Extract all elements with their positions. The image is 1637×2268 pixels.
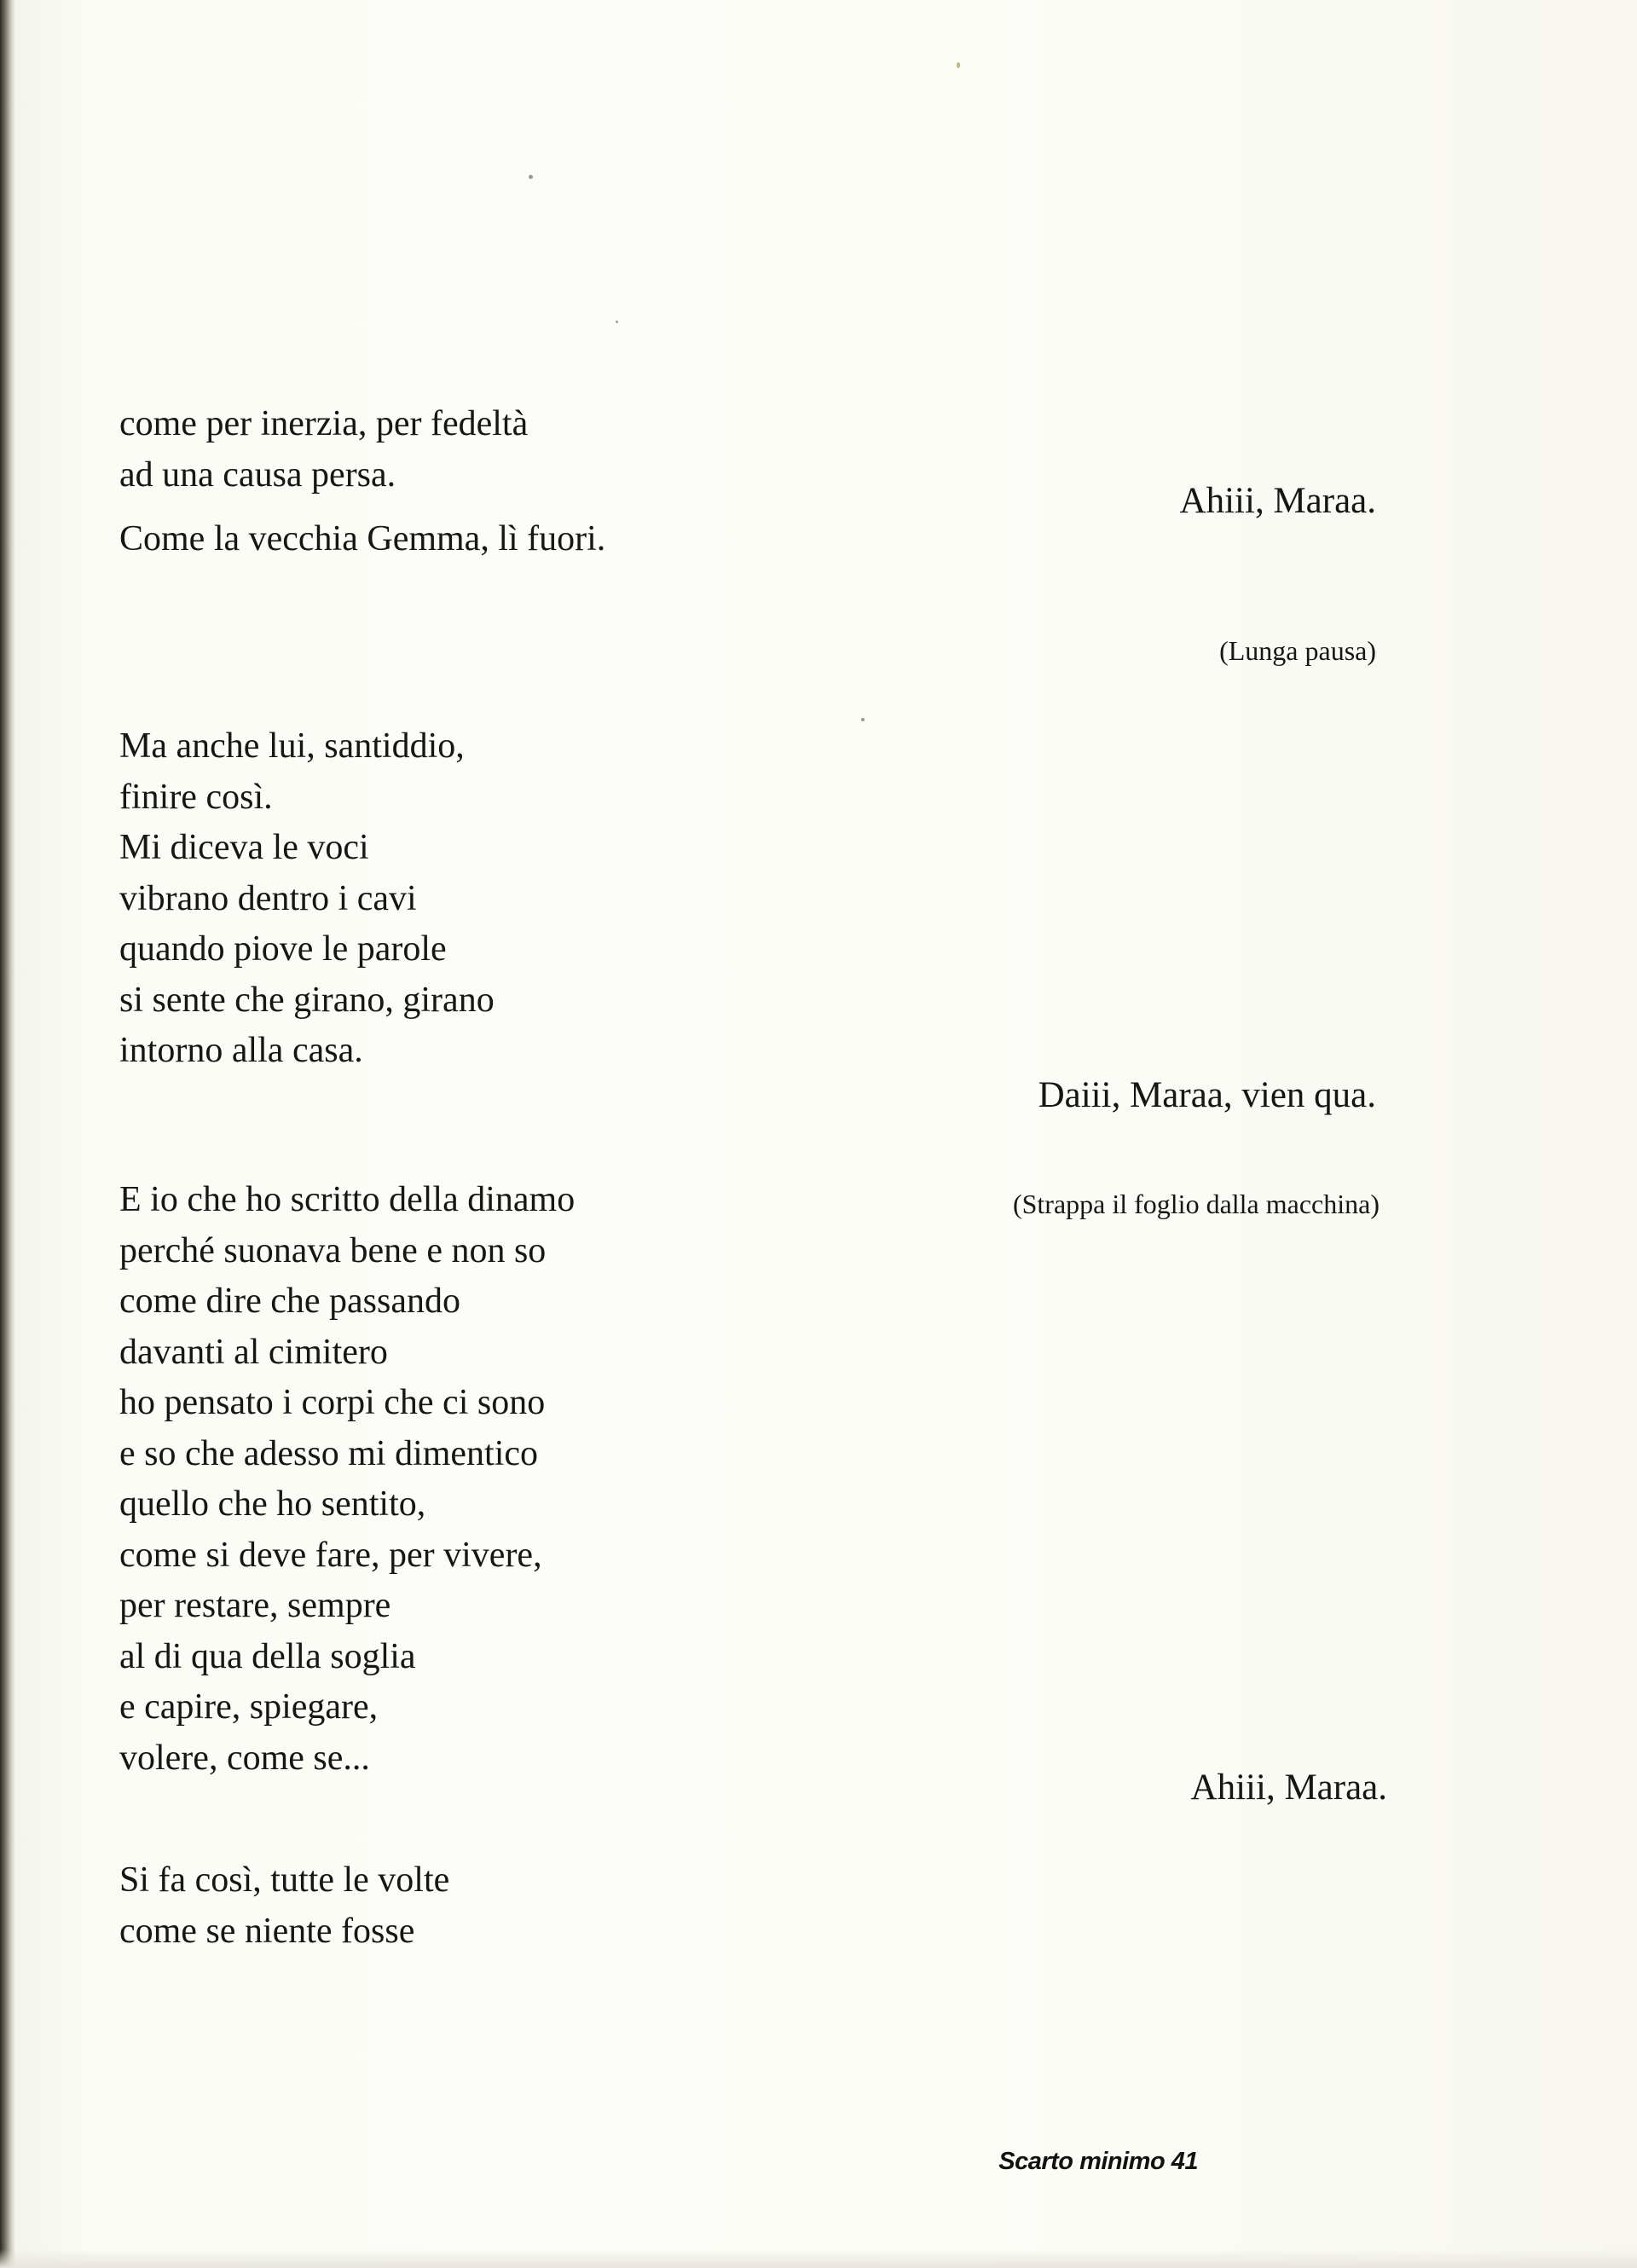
poem-line: e capire, spiegare, [119, 1687, 379, 1727]
poem-line: come si deve fare, per vivere, [119, 1535, 542, 1575]
poem-line: ad una causa persa. [119, 454, 396, 495]
poem-line: E io che ho scritto della dinamo [119, 1180, 576, 1219]
call-daiii-maraa: Daiii, Maraa, vien qua. [1038, 1075, 1376, 1115]
poem-line: si sente che girano, girano [119, 980, 495, 1020]
page-binding-edge [0, 0, 15, 2268]
call-ahiii-maraa-2: Ahiii, Maraa. [1190, 1768, 1387, 1808]
stanza-3 [119, 1175, 575, 1784]
paper-speck [957, 62, 960, 68]
poem-line: davanti al cimitero [119, 1332, 388, 1372]
stanza-4 [119, 1855, 449, 1957]
poem-line: vibrano dentro i cavi [119, 878, 417, 918]
poem-left-column [119, 399, 887, 1951]
paper-speck [529, 175, 533, 179]
stanza-2 [119, 721, 495, 1077]
poem-line: volere, come se... [119, 1738, 370, 1778]
poem-line: Mi diceva le voci [119, 828, 369, 867]
stage-direction-strappa-foglio: (Strappa il foglio dalla macchina) [1012, 1189, 1380, 1219]
poem-line: perché suonava bene e non so [119, 1230, 547, 1270]
poem-line: quello che ho sentito, [119, 1484, 426, 1524]
poem-line: intorno alla casa. [119, 1031, 363, 1070]
page-bottom-edge [0, 2249, 1637, 2268]
poem-line: per restare, sempre [119, 1586, 391, 1625]
stage-direction-lunga-pausa: (Lunga pausa) [1219, 635, 1376, 666]
poem-line: quando piove le parole [119, 929, 447, 969]
stanza-1 [119, 399, 887, 500]
poem-line: al di qua della soglia [119, 1636, 416, 1676]
poem-line: come per inerzia, per fedeltà [119, 404, 529, 443]
poem-line: ho pensato i corpi che ci sono [119, 1383, 546, 1422]
poem-line: finire così. [119, 777, 273, 817]
stanza-1b [119, 514, 887, 565]
paper-speck [861, 718, 865, 721]
poem-line: Ma anche lui, santiddio, [119, 726, 465, 766]
poem-line: e so che adesso mi dimentico [119, 1433, 539, 1473]
poem-line: come dire che passando [119, 1282, 461, 1321]
poem-line: come se niente fosse [119, 1911, 415, 1951]
poem-line: Si fa così, tutte le volte [119, 1860, 450, 1900]
page-footer: Scarto minimo 41 [998, 2148, 1198, 2175]
call-ahiii-maraa-1: Ahiii, Maraa. [1179, 481, 1376, 521]
poem-line: Come la vecchia Gemma, lì fuori. [119, 519, 606, 558]
paper-speck [616, 321, 618, 323]
